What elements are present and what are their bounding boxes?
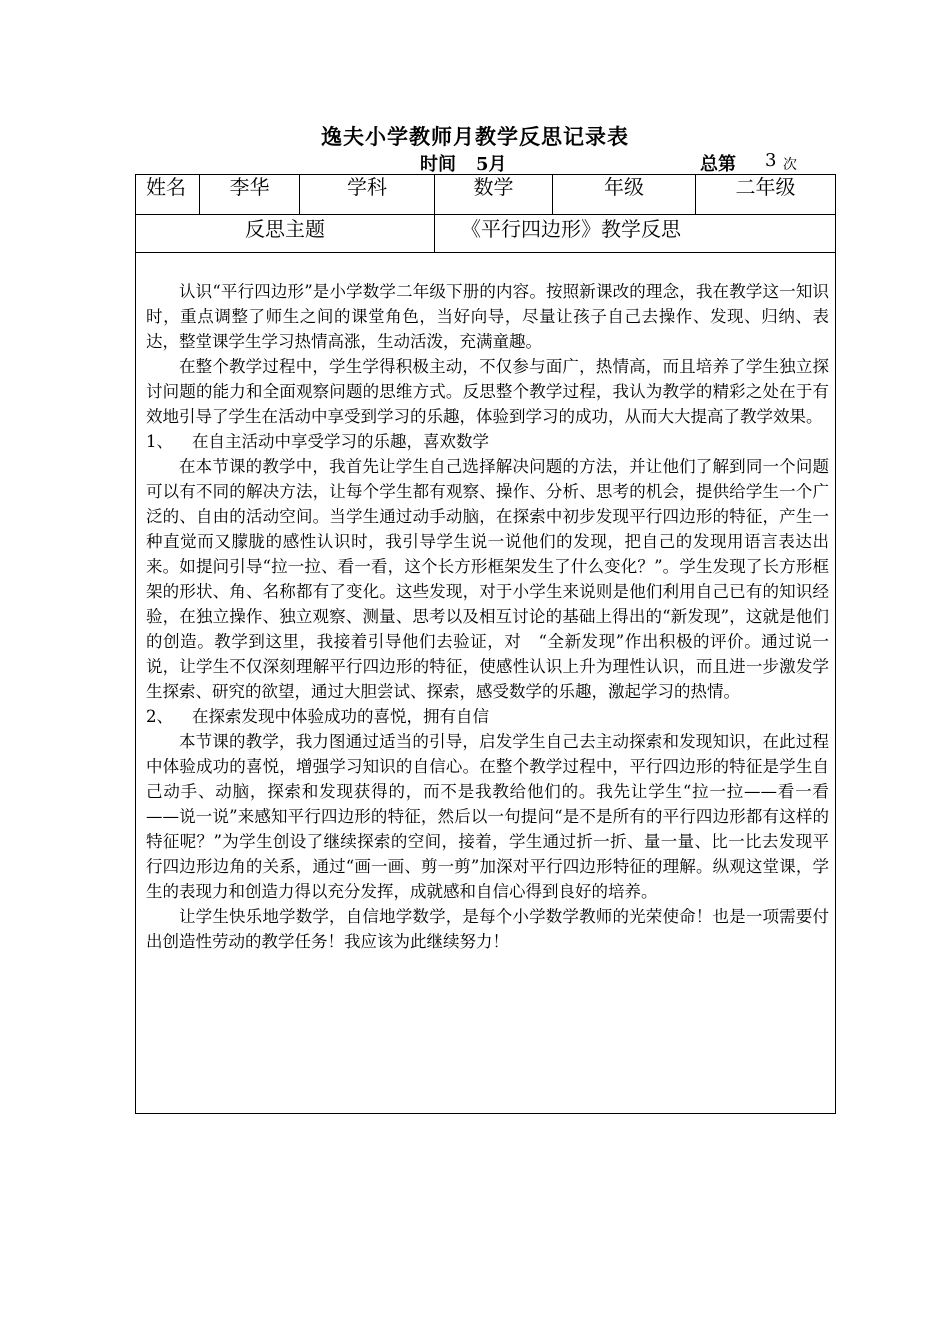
topic-row (136, 215, 836, 253)
topic-value-cell (435, 215, 836, 253)
subject-label-cell (300, 175, 435, 215)
subject-value: 数学 (473, 175, 514, 199)
section-title-2: 在探索发现中体验成功的喜悦，拥有自信 (192, 707, 489, 726)
topic-label-cell (136, 215, 435, 253)
grade-value: 二年级 (735, 175, 796, 199)
info-row (136, 175, 836, 215)
paragraph-section-1: 在本节课的教学中，我首先让学生自己选择解决问题的方法，并让他们了解到同一个问题可以有不同的解决方法，让每个学生都有观察、操作、分析、思考的机会，提供给学生一个广泛的、自由的活动空间。当学生通过动手动脑，在探索中初步发现平行四边形的特征，产生一种直觉而又朦胧的感性认识时，我引导学生说一说他们的发现，把自己的发现用语言表达出来。如提问引导“拉一拉、看一看，这个长方形框架发生了什么变化？”。学生发现了长方形框架的形状、角、名称都有了变化。这些发现，对于小学生来说则是他们利用自己已有的知识经验，在独立操作、独立观察、测量、思考以及相互讨论的基础上得出的“新发现”，这就是他们的创造。教学到这里，我接着引导他们去验证，对 “全新发现”作出积极的评价。通过说一说，让学生不仅深刻理解平行四边形的特征，使感性认识上升为理性认识，而且进一步激发学生探索、研究的欲望，通过大胆尝试、探索，感受数学的乐趣，激起学习的热情。 (146, 457, 829, 701)
total-unit: 次 (783, 157, 797, 173)
time-value: 5月 (476, 154, 507, 175)
name-label-cell (136, 175, 200, 215)
name-label: 姓名 (146, 175, 186, 199)
content-cell (136, 253, 836, 1114)
section-heading-2 (146, 704, 829, 729)
grade-label: 年级 (604, 175, 644, 199)
reflection-form-table (135, 174, 836, 1114)
name-value-cell (200, 175, 300, 215)
paragraph-conclusion: 让学生快乐地学数学，自信地学数学，是每个小学数学教师的光荣使命！也是一项需要付出创造性劳动的教学任务！我应该为此继续努力！ (146, 907, 829, 951)
subject-value-cell (435, 175, 553, 215)
topic-label: 反思主题 (245, 217, 325, 241)
section-heading-1 (146, 429, 829, 454)
page-title: 逸夫小学教师月教学反思记录表 (321, 124, 629, 149)
reflection-content (136, 253, 835, 954)
total-number: 3 (765, 150, 777, 171)
section-title-1: 在自主活动中享受学习的乐趣，喜欢数学 (192, 432, 489, 451)
total-label: 总第 (700, 154, 736, 175)
paragraph-intro: 认识“平行四边形”是小学数学二年级下册的内容。按照新课改的理念，我在教学这一知识时，重点调整了师生之间的课堂角色，当好向导，尽量让孩子自己去操作、发现、归纳、表达，整堂课学生学习热情高涨，生动活泼，充满童趣。 (146, 282, 829, 351)
paragraph-overview: 在整个教学过程中，学生学得积极主动，不仅参与面广，热情高，而且培养了学生独立探讨问题的能力和全面观察问题的思维方式。反思整个教学过程，我认为教学的精彩之处在于有效地引导了学生在活动中享受到学习的乐趣，体验到学习的成功，从而大大提高了教学效果。 (146, 357, 829, 426)
name-value: 李华 (229, 175, 270, 199)
paragraph-section-2: 本节课的教学，我力图通过适当的引导，启发学生自己去主动探索和发现知识，在此过程中体验成功的喜悦，增强学习知识的自信心。在整个教学过程中，平行四边形的特征是学生自己动手、动脑，探索和发现获得的，而不是我教给他们的。我先让学生“拉一拉——看一看——说一说”来感知平行四边形的特征，然后以一句提问“是不是所有的平行四边形都有这样的特征呢？”为学生创设了继续探索的空间，接着，学生通过折一折、量一量、比一比去发现平行四边形边角的关系，通过“画一画、剪一剪”加深对平行四边形特征的理解。纵观这堂课，学生的表现力和创造力得以充分发挥，成就感和自信心得到良好的培养。 (146, 732, 829, 901)
section-number-1: 1、 (146, 432, 173, 451)
time-label: 时间 (420, 154, 456, 175)
subject-label: 学科 (347, 175, 387, 199)
grade-label-cell (553, 175, 696, 215)
section-number-2: 2、 (146, 707, 173, 726)
topic-value: 《平行四边形》教学反思 (461, 217, 681, 241)
content-row (136, 253, 836, 1114)
grade-value-cell (696, 175, 836, 215)
